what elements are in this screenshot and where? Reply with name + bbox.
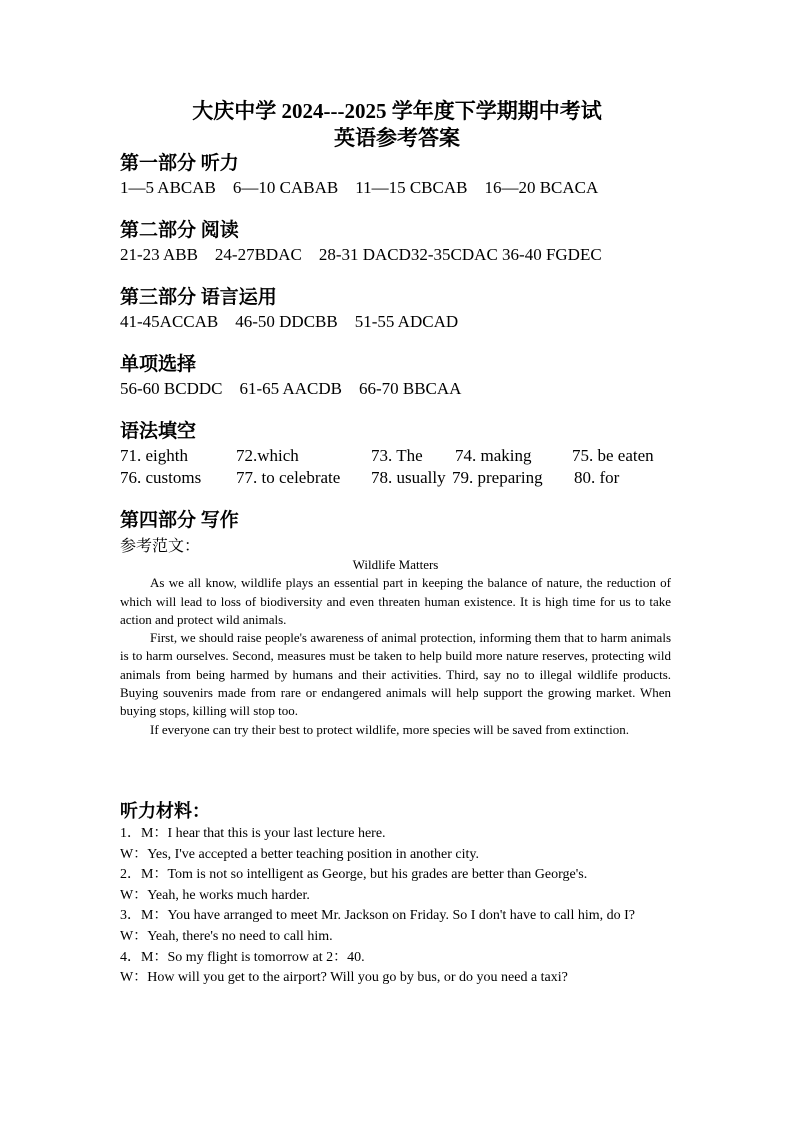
transcript-line-4: W：Yeah, he works much harder. <box>120 887 310 903</box>
essay-paragraph-3: If everyone can try their best to protect wildlife, more species will be saved from extinction. <box>150 721 630 737</box>
part1-answers: 1—5 ABCAB 6—10 CABAB 11—15 CBCAB 16—20 BCACA <box>120 178 599 197</box>
listening-transcript <box>120 824 671 989</box>
grammar-answer-78: 78. usually <box>371 468 446 487</box>
grammar-answer-72: 72.which <box>236 446 299 465</box>
transcript-line-8: W：How will you get to the airport? Will you go by bus, or do you need a taxi? <box>120 970 568 986</box>
single-choice-answers: 56-60 BCDDC 61-65 AACDB 66-70 BBCAA <box>120 379 462 398</box>
part1-heading: 第一部分 听力 <box>120 153 239 174</box>
essay-paragraph-2: First, we should raise people's awareness of animal protection, informing them that to harm animals is to harm ourselves. Second, measures must be taken to help build more nature reserves, protecting wild animals from being harmed by humans and their activities. Third, say no to illegal wildlife products. Buying souvenirs made from rare or endangered animals will help support the growing market. When buying stops, killing will stop too. <box>120 630 671 719</box>
grammar-answer-75: 75. be eaten <box>572 446 654 465</box>
grammar-row-2 <box>120 468 680 490</box>
grammar-answer-73: 73. The <box>371 446 423 465</box>
part3-heading: 第三部分 语言运用 <box>120 287 277 308</box>
transcript-line-3: 2．M：Tom is not so intelligent as George, but his grades are better than George's. <box>120 867 588 883</box>
reference-essay <box>120 556 671 739</box>
page-title: 大庆中学 2024---2025 学年度下学期期中考试 <box>192 99 602 123</box>
transcript-line-7: 4．M：So my flight is tomorrow at 2：40. <box>120 949 365 965</box>
part2-heading: 第二部分 阅读 <box>120 220 239 241</box>
transcript-line-2: W：Yes, I've accepted a better teaching position in another city. <box>120 846 480 862</box>
grammar-answer-76: 76. customs <box>120 468 202 487</box>
part3-answers: 41-45ACCAB 46-50 DDCBB 51-55 ADCAD <box>120 312 459 331</box>
grammar-answer-71: 71. eighth <box>120 446 188 465</box>
part2-answers: 21-23 ABB 24-27BDAC 28-31 DACD32-35CDAC 36-40 FGDEC <box>120 245 602 264</box>
grammar-answer-77: 77. to celebrate <box>236 468 341 487</box>
grammar-answers-grid <box>120 446 680 490</box>
transcript-line-1: 1．M：I hear that this is your last lecture here. <box>120 826 386 841</box>
reference-essay-label: 参考范文： <box>120 538 201 555</box>
listening-material-heading: 听力材料： <box>120 801 210 821</box>
grammar-answer-80: 80. for <box>574 468 620 487</box>
grammar-answer-79: 79. preparing <box>452 468 543 487</box>
grammar-row-1 <box>120 446 680 468</box>
essay-title: Wildlife Matters <box>352 557 439 572</box>
grammar-heading: 语法填空 <box>120 421 197 442</box>
single-choice-heading: 单项选择 <box>120 354 197 375</box>
transcript-line-5: 3．M：You have arranged to meet Mr. Jackson on Friday. So I don't have to call him, do I? <box>120 908 635 924</box>
transcript-line-6: W：Yeah, there's no need to call him. <box>120 928 333 944</box>
part4-heading: 第四部分 写作 <box>120 510 239 531</box>
grammar-answer-74: 74. making <box>455 446 532 465</box>
page-subtitle: 英语参考答案 <box>334 126 460 150</box>
essay-paragraph-1: As we all know, wildlife plays an essential part in keeping the balance of nature, the reduction of which will lead to loss of biodiversity and even threaten human existence. It is high time for us to take action and protect wild animals. <box>120 575 671 627</box>
